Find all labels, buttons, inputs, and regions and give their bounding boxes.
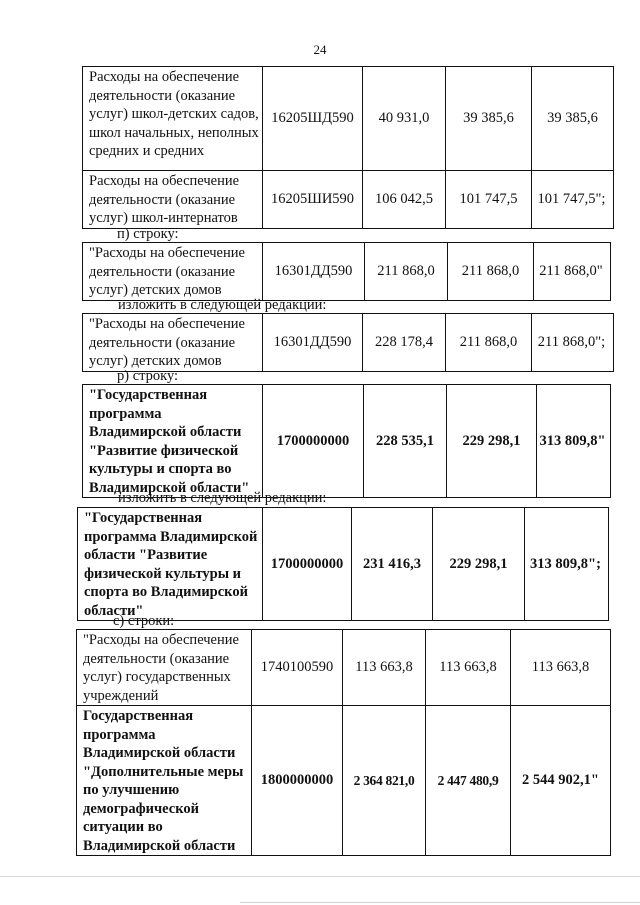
row-code: 16301ДД590 <box>263 243 365 301</box>
row-code: 1700000000 <box>263 508 352 621</box>
table-orphanages-new <box>82 313 614 372</box>
row-value-3: 313 809,8" <box>537 385 611 498</box>
table-row <box>77 706 611 856</box>
instruction-r: р) строку: <box>117 368 179 384</box>
instruction-s: с) строки: <box>113 613 175 629</box>
row-value-1: 211 868,0 <box>365 243 448 301</box>
table-row <box>83 385 611 498</box>
row-code: 1700000000 <box>263 385 364 498</box>
row-value-3: 113 663,8 <box>511 630 611 706</box>
row-value-2: 2 447 480,9 <box>426 706 511 856</box>
instruction-replace-1: изложить в следующей редакции: <box>118 297 327 313</box>
row-value-3: 313 809,8"; <box>525 508 609 621</box>
row-value-2: 39 385,6 <box>446 67 532 171</box>
row-code: 1800000000 <box>252 706 343 856</box>
row-value-3: 2 544 902,1" <box>511 706 611 856</box>
row-value-1: 2 364 821,0 <box>343 706 426 856</box>
table-row <box>83 171 614 229</box>
table-row <box>83 314 614 372</box>
row-code: 16205ШИ590 <box>263 171 363 229</box>
row-value-1: 231 416,3 <box>352 508 433 621</box>
row-name: Расходы на обеспечение деятельности (оказание услуг) школ-детских садов, школ начальных, неполных средних и средних <box>83 67 263 171</box>
row-value-2: 101 747,5 <box>446 171 532 229</box>
row-value-3: 211 868,0" <box>534 243 611 301</box>
instruction-p: п) строку: <box>117 226 179 242</box>
table-row <box>77 630 611 706</box>
page-number: 24 <box>313 42 327 57</box>
table-row <box>83 243 611 301</box>
table-sport-program-new <box>77 507 609 621</box>
row-value-1: 106 042,5 <box>363 171 446 229</box>
row-value-1: 40 931,0 <box>363 67 446 171</box>
table-row <box>78 508 609 621</box>
row-value-1: 228 535,1 <box>364 385 447 498</box>
row-name: Государственная программа Владимирской области "Дополнительные меры по улучшению демографической ситуации во Владимирской области <box>77 706 252 856</box>
row-name: "Расходы на обеспечение деятельности (оказание услуг) государственных учреждений <box>77 630 252 706</box>
scan-line <box>0 876 640 877</box>
table-demography <box>76 629 611 856</box>
scan-line <box>240 902 640 903</box>
table-row <box>83 67 614 171</box>
row-value-1: 113 663,8 <box>343 630 426 706</box>
row-name: "Расходы на обеспечение деятельности (оказание услуг) детских домов <box>83 243 263 301</box>
row-value-1: 228 178,4 <box>363 314 446 372</box>
row-value-3: 211 868,0"; <box>532 314 614 372</box>
row-value-3: 101 747,5"; <box>532 171 614 229</box>
row-name: "Государственная программа Владимирской области "Развитие физической культуры и спорта во Владимирской области" <box>83 385 263 498</box>
row-code: 16301ДД590 <box>263 314 363 372</box>
row-value-2: 211 868,0 <box>448 243 534 301</box>
table-orphanages-old <box>82 242 611 301</box>
table-schools <box>82 66 614 229</box>
row-name: Расходы на обеспечение деятельности (оказание услуг) школ-интернатов <box>83 171 263 229</box>
instruction-replace-2: изложить в следующей редакции: <box>118 490 327 506</box>
row-value-2: 211 868,0 <box>446 314 532 372</box>
row-name: "Государственная программа Владимирской области "Развитие физической культуры и спорта во Владимирской области" <box>78 508 263 621</box>
row-name: "Расходы на обеспечение деятельности (оказание услуг) детских домов <box>83 314 263 372</box>
row-value-2: 229 298,1 <box>447 385 537 498</box>
table-sport-program-old <box>82 384 611 498</box>
row-code: 16205ШД590 <box>263 67 363 171</box>
row-value-2: 113 663,8 <box>426 630 511 706</box>
row-value-2: 229 298,1 <box>433 508 525 621</box>
row-code: 1740100590 <box>252 630 343 706</box>
row-value-3: 39 385,6 <box>532 67 614 171</box>
